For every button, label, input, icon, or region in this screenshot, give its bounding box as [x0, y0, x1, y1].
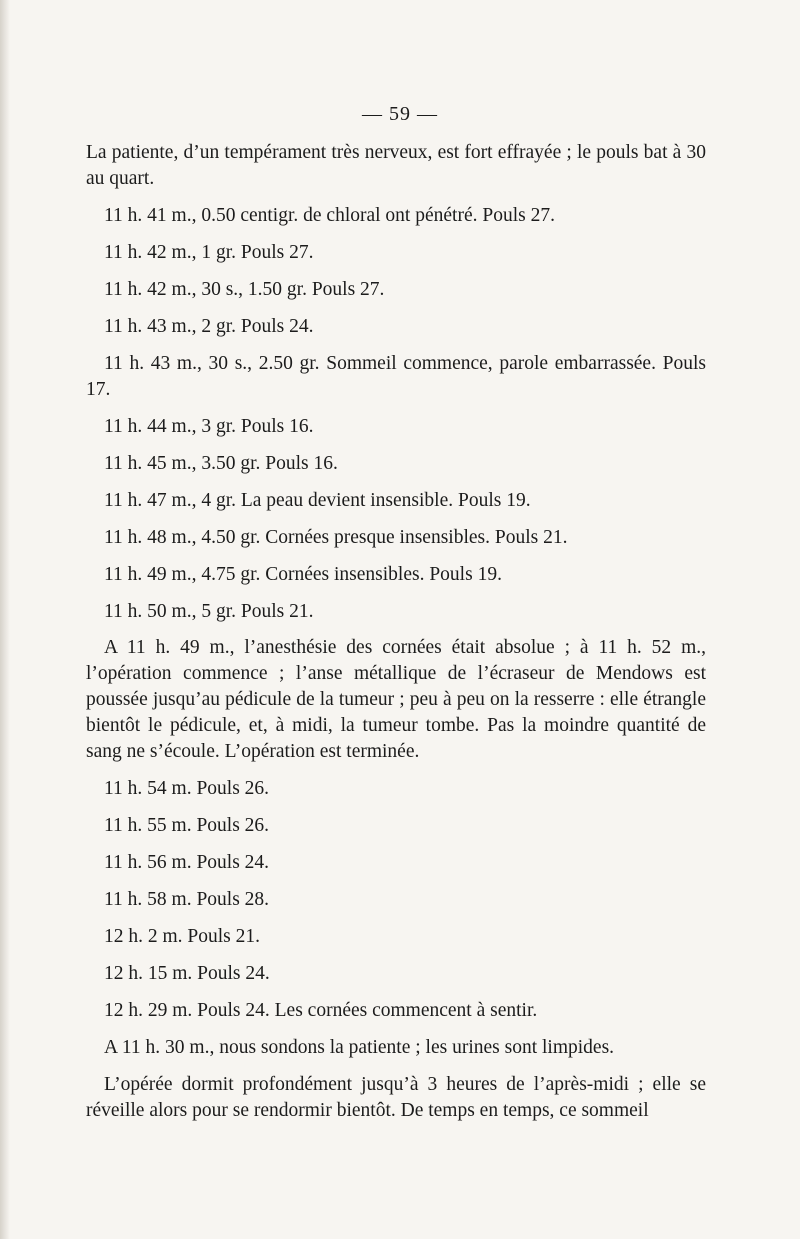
- log-entry: 11 h. 47 m., 4 gr. La peau devient insensible. Pouls 19.: [104, 490, 531, 511]
- page-edge-shadow: [0, 0, 10, 1239]
- log-entry: 12 h. 15 m. Pouls 24.: [104, 963, 270, 984]
- log-entry: 11 h. 43 m., 30 s., 2.50 gr. Sommeil commence, parole embarrassée. Pouls 17.: [86, 353, 706, 400]
- paragraph-sleep: L’opérée dormit profondément jusqu’à 3 heures de l’après-midi ; elle se réveille alors pour se rendormir bientôt. De temps en temps, ce sommeil: [86, 1074, 706, 1121]
- log-entry: 11 h. 48 m., 4.50 gr. Cornées presque insensibles. Pouls 21.: [104, 527, 568, 548]
- body-text: [86, 140, 706, 1124]
- log-entry: 11 h. 49 m., 4.75 gr. Cornées insensibles. Pouls 19.: [104, 564, 502, 585]
- log-entry: 11 h. 42 m., 1 gr. Pouls 27.: [104, 242, 314, 263]
- paragraph-operation: A 11 h. 49 m., l’anesthésie des cornées était absolue ; à 11 h. 52 m., l’opération commence ; l’anse métallique de l’écraseur de Mendows est poussée jusqu’au pédicule de la tumeur ; peu à peu on la resserre : elle étrangle bientôt le pédicule, et, à midi, la tumeur tombe. Pas la moindre quantité de sang ne s’écoule. L’opération est terminée.: [86, 637, 706, 762]
- log-entry: 11 h. 56 m. Pouls 24.: [104, 852, 270, 873]
- paragraph-urines: A 11 h. 30 m., nous sondons la patiente ; les urines sont limpides.: [104, 1037, 615, 1058]
- log-entry: 12 h. 29 m. Pouls 24. Les cornées commencent à sentir.: [104, 1000, 538, 1021]
- log-entry: 12 h. 2 m. Pouls 21.: [104, 926, 261, 947]
- log-entry: 11 h. 50 m., 5 gr. Pouls 21.: [104, 601, 314, 622]
- log-entry: 11 h. 45 m., 3.50 gr. Pouls 16.: [104, 453, 338, 474]
- log-entry: 11 h. 41 m., 0.50 centigr. de chloral ont pénétré. Pouls 27.: [104, 205, 555, 226]
- log-entry: 11 h. 42 m., 30 s., 1.50 gr. Pouls 27.: [104, 279, 385, 300]
- log-entry: 11 h. 44 m., 3 gr. Pouls 16.: [104, 416, 314, 437]
- log-entry: 11 h. 58 m. Pouls 28.: [104, 889, 270, 910]
- page-number: — 59 —: [362, 103, 438, 125]
- log-entry: 11 h. 43 m., 2 gr. Pouls 24.: [104, 316, 314, 337]
- paragraph-intro: La patiente, d’un tempérament très nerveux, est fort effrayée ; le pouls bat à 30 au quart.: [86, 142, 706, 189]
- log-entry: 11 h. 54 m. Pouls 26.: [104, 778, 270, 799]
- log-entry: 11 h. 55 m. Pouls 26.: [104, 815, 270, 836]
